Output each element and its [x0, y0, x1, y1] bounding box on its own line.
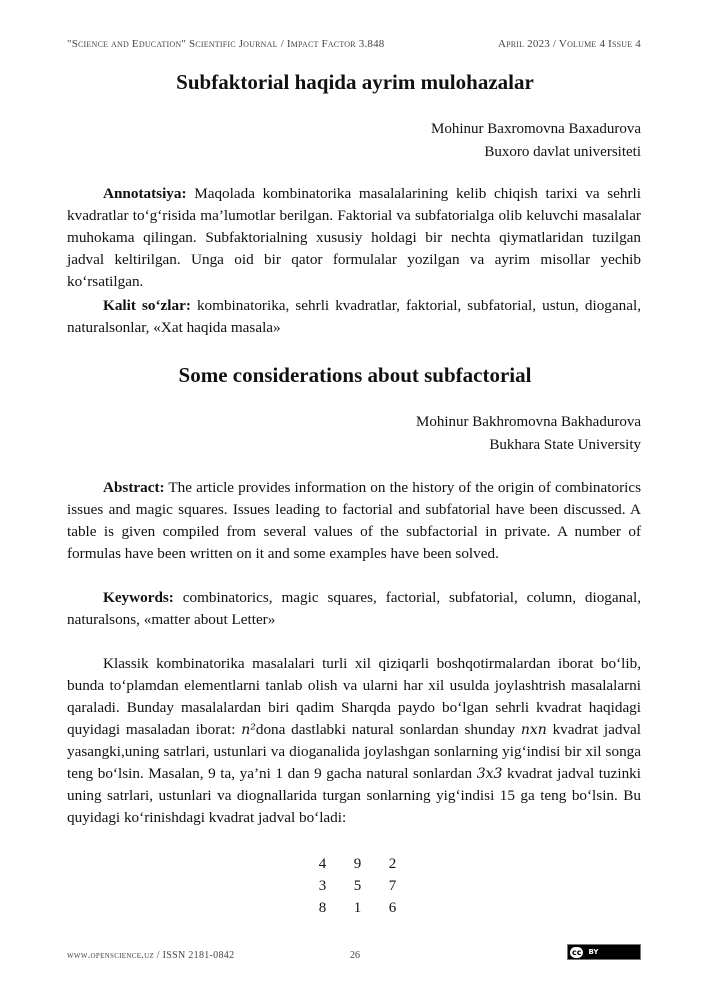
magic-square-cell: 4 [318, 855, 327, 872]
en-keywords-label: Keywords: [103, 589, 174, 606]
magic-square-cell: 5 [353, 877, 362, 894]
issue-header: April 2023 / Volume 4 Issue 4 [497, 38, 641, 50]
body-text-3: kvadrat jadval yasangki,uning satrlari, ustunlari va dioganalida joylashgan sonlarning yig‘indisi bir xil songa teng bo‘lsin. Masalan, 9 ta, ya’ni 1 dan 9 gacha natural sonlardan [67, 721, 641, 782]
uz-affiliation: Buxoro davlat universiteti [484, 144, 641, 160]
en-abstract [67, 477, 641, 565]
magic-square-cell: 2 [388, 855, 397, 872]
by-icon: BY [588, 948, 599, 956]
magic-square-cell: 6 [388, 899, 397, 916]
magic-square-cell: 9 [353, 855, 362, 872]
en-title: Some considerations about subfactorial [178, 363, 532, 387]
uz-keywords-label: Kalit so‘zlar: [103, 297, 191, 314]
journal-header: "Science and Education" Scientific Journal / Impact Factor 3.848 [67, 38, 385, 50]
body-text-1: Klassik kombinatorika masalalari turli xil qiziqarli boshqotirmalardan iborat bo‘lib, bunda to‘plamdan elementlarni tanlab olish va ularni har xil usulda joylashtrish masalalarni qaraladi. Bunday masalalardan biri qadim Sharqda paydo bo‘lgan sehrli kvadrat haqidagi quyidagi masaladan iborat: [67, 655, 641, 738]
uz-keywords-text: kombinatorika, sehrli kvadratlar, faktorial, subfatorial, ustun, dioganal, naturalsonlar, «Xat haqida masala» [67, 297, 641, 336]
magic-square-row [305, 875, 410, 897]
en-keywords-text: combinatorics, magic squares, factorial, subfatorial, column, dioganal, naturalsons, «matter about Letter» [67, 589, 641, 628]
en-abstract-text: The article provides information on the history of the origin of combinatorics issues and magic squares. Issues leading to factorial and subfatorial have been discussed. A table is given compiled from several values of the subfactorial in private. A number of formulas have been written on it and some examples have been solved. [67, 479, 641, 562]
cc-license-badge[interactable] [567, 944, 641, 960]
math-n-squared: n² [241, 722, 256, 738]
cc-icon: cc [572, 947, 582, 957]
body-text-2: dona dastlabki natural sonlardan shunday [255, 721, 521, 738]
en-keywords [67, 587, 641, 631]
body-paragraph [67, 653, 641, 829]
uz-author-block [431, 118, 641, 164]
footer-site[interactable]: www.openscience.uz / ISSN 2181-0842 [67, 950, 235, 961]
running-header [67, 38, 641, 50]
magic-square-cell: 7 [388, 877, 397, 894]
uz-abstract-text: Maqolada kombinatorika masalalarining kelib chiqish tarixi va sehrli kvadratlar to‘g‘risida ma’lumotlar berilgan. Faktorial va subfatorialga olib keluvchi masalalar muhokama qilingan. Subfaktorialning xususiy holdagi bir nechta qiymatlaridan tuzilgan jadval keltirilgan. Unga oid bir qator formulalar yozilgan va ayrim misollar yechib ko‘rsatilgan. [67, 185, 641, 290]
en-author-block [416, 411, 641, 457]
uz-title: Subfaktorial haqida ayrim mulohazalar [176, 70, 534, 94]
en-abstract-label: Abstract: [103, 479, 165, 496]
magic-square-cell: 3 [318, 877, 327, 894]
math-3x3: 3x3 [476, 766, 503, 782]
magic-square-cell: 1 [353, 899, 362, 916]
uz-abstract [67, 183, 641, 293]
magic-square-table [305, 853, 410, 919]
uz-abstract-label: Annotatsiya: [103, 185, 187, 202]
magic-square-cell: 8 [318, 899, 327, 916]
uz-author-name: Mohinur Baxromovna Baxadurova [431, 121, 641, 137]
magic-square-row [305, 897, 410, 919]
math-nxn: nxn [520, 722, 547, 738]
uz-keywords [67, 295, 641, 339]
page-footer [67, 947, 641, 966]
magic-square-row [305, 853, 410, 875]
en-author-name: Mohinur Bakhromovna Bakhadurova [416, 414, 641, 430]
en-affiliation: Bukhara State University [489, 437, 641, 453]
page-number: 26 [350, 950, 360, 961]
body-text-4: kvadrat jadval tuzinki uning satrlari, ustunlari va diognallarida turgan sonlarning yig‘indisi 15 ga teng bo‘lsin. Bu quyidagi ko‘rinishdagi kvadrat jadval bo‘ladi: [67, 765, 641, 826]
